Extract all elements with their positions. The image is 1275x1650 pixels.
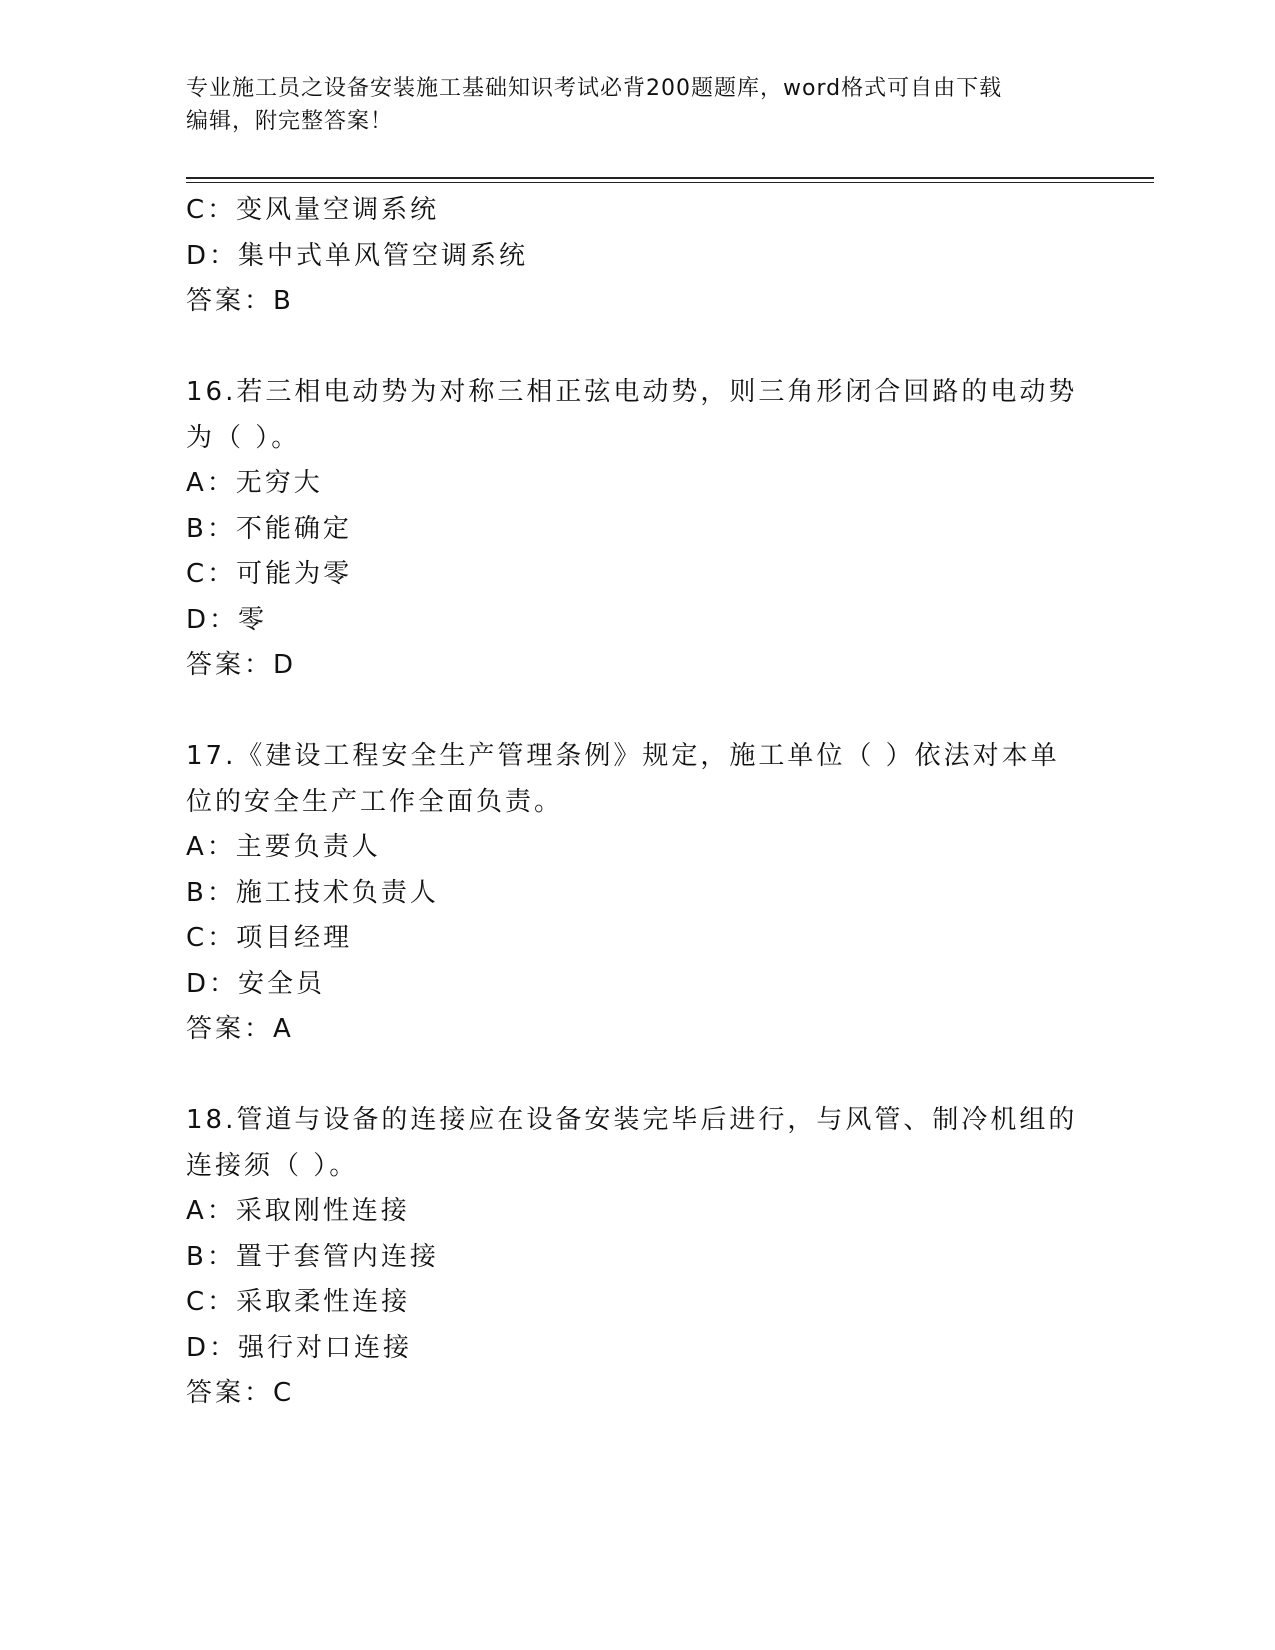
header-line-1: 专业施工员之设备安装施工基础知识考试必背200题题库，word格式可自由下载 (186, 76, 1003, 101)
question-stem-line: 16.若三相电动势为对称三相正弦电动势，则三角形闭合回路的电动势 (186, 377, 1078, 407)
option-c: C：采取柔性连接 (186, 1287, 411, 1317)
spacer (186, 325, 1086, 371)
question-15-fragment (186, 188, 1086, 325)
option-d: D：强行对口连接 (186, 1332, 413, 1363)
question-stem-line: 17.《建设工程安全生产管理条例》规定，施工单位（ ）依法对本单 (186, 741, 1060, 771)
question-stem-line: 为（ ）。 (186, 422, 301, 453)
option-c: C：项目经理 (186, 923, 353, 953)
option-a: A：采取刚性连接 (186, 1196, 410, 1226)
header-divider-thin (186, 182, 1154, 183)
answer-value: C (273, 1378, 292, 1408)
answer-line (186, 643, 1086, 689)
question-list (186, 188, 1086, 1417)
question-stem-line: 18.管道与设备的连接应在设备安装完毕后进行，与风管、制冷机组的 (186, 1105, 1078, 1135)
header-divider (186, 177, 1154, 179)
option-d: D：安全员 (186, 968, 326, 999)
answer-value: D (273, 650, 294, 680)
option-b: B：不能确定 (186, 513, 352, 544)
answer-value: A (273, 1014, 291, 1044)
answer-line (186, 279, 1086, 325)
option-d: D：零 (186, 604, 268, 635)
spacer (186, 1053, 1086, 1099)
answer-line (186, 1007, 1086, 1053)
option-a: A：无穷大 (186, 468, 323, 498)
document-header (186, 72, 1066, 138)
option-a: A：主要负责人 (186, 832, 381, 862)
answer-label: 答案： (186, 286, 274, 316)
question-17 (186, 734, 1086, 1053)
question-stem-line: 连接须（ ）。 (186, 1150, 359, 1181)
spacer (186, 689, 1086, 735)
question-stem-line: 位的安全生产工作全面负责。 (186, 786, 564, 817)
answer-label: 答案： (186, 1378, 274, 1408)
option-c: C：变风量空调系统 (186, 195, 440, 225)
answer-label: 答案： (186, 650, 274, 680)
question-18 (186, 1098, 1086, 1417)
option-b: B：施工技术负责人 (186, 877, 439, 908)
option-d: D：集中式单风管空调系统 (186, 240, 529, 271)
answer-line (186, 1371, 1086, 1417)
answer-label: 答案： (186, 1014, 274, 1044)
question-16 (186, 370, 1086, 689)
option-c: C：可能为零 (186, 559, 353, 589)
answer-value: B (273, 286, 291, 316)
header-line-2: 编辑，附完整答案！ (186, 109, 394, 134)
option-b: B：置于套管内连接 (186, 1241, 439, 1272)
